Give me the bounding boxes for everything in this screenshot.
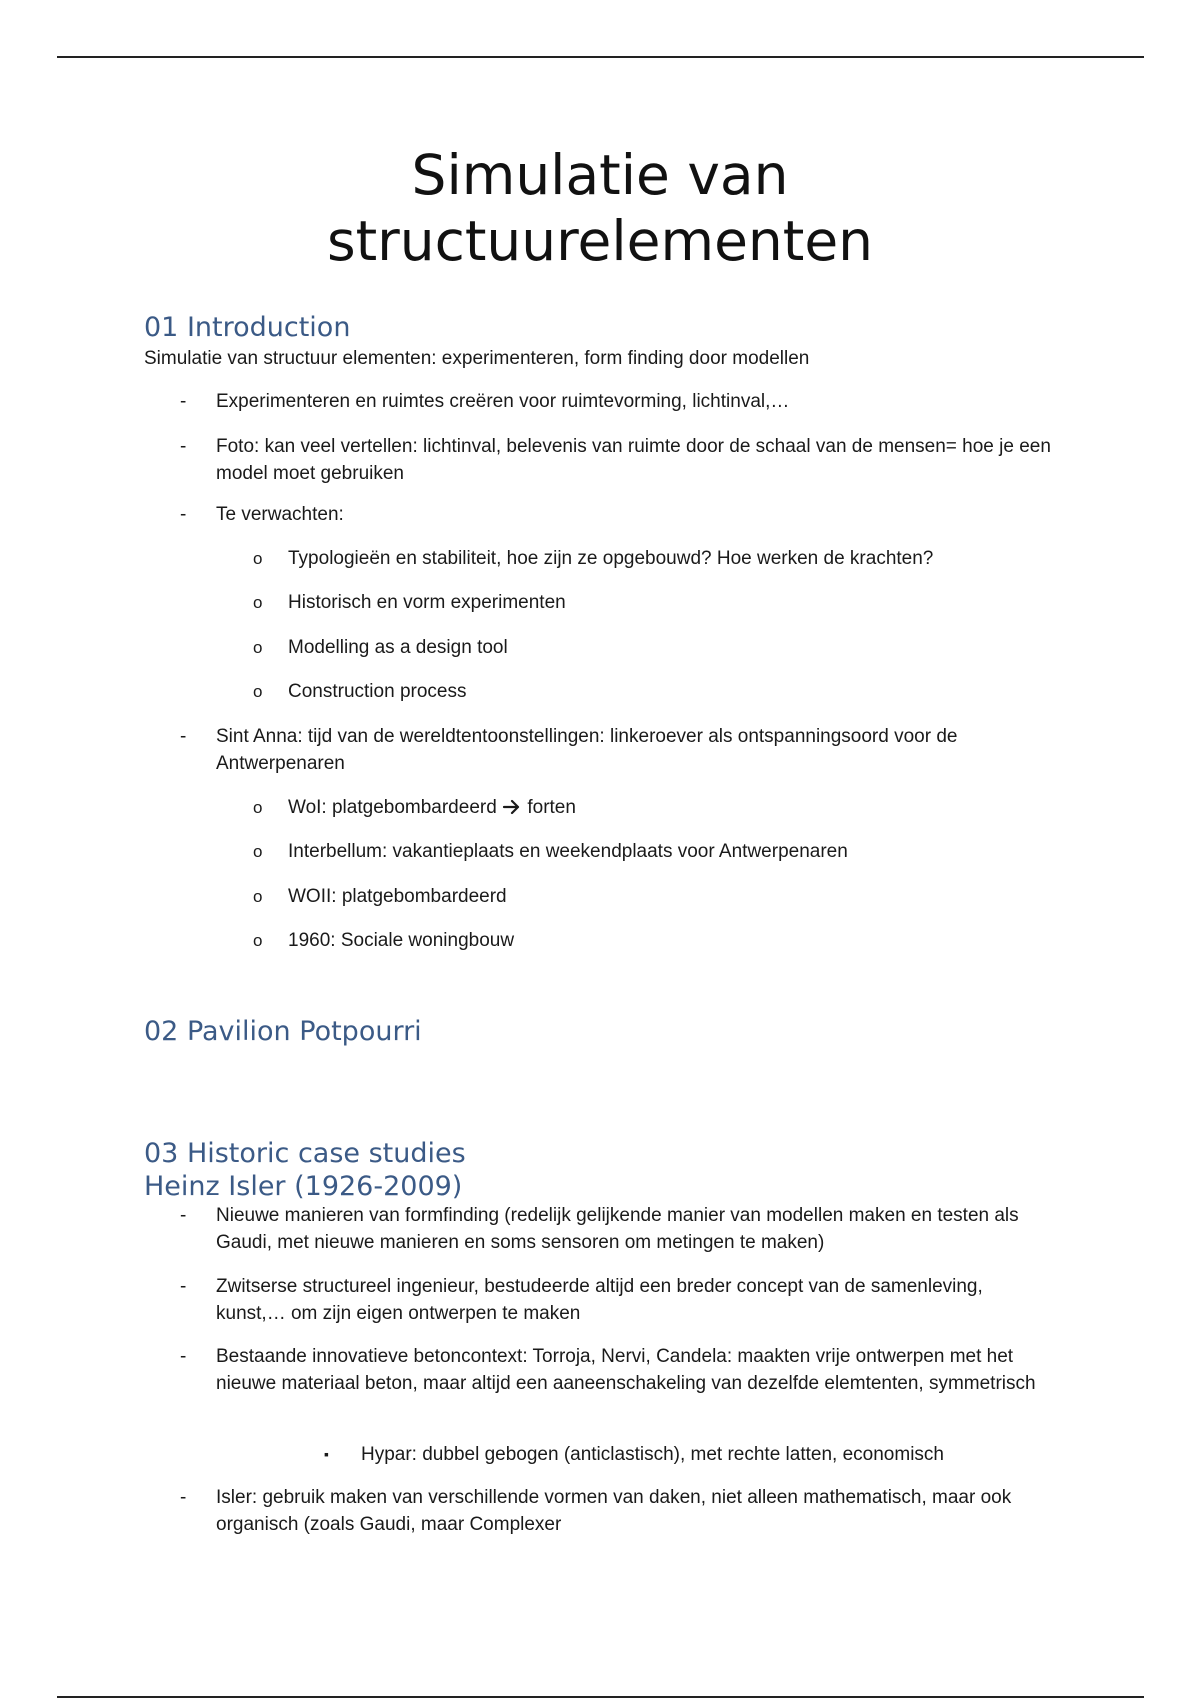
sub-list-item-text: Modelling as a design tool <box>288 637 508 658</box>
title-line-1: Simulatie van <box>411 143 789 207</box>
dash-bullet: - <box>180 726 187 747</box>
list-item-text: Te verwachten: <box>216 504 344 525</box>
document-title <box>0 142 1200 274</box>
sub-list-item-text: Typologieën en stabiliteit, hoe zijn ze opgebouwd? Hoe werken de krachten? <box>288 548 934 569</box>
wo1-text: WoI: platgebombardeerd <box>288 797 497 818</box>
sub-list-item-text <box>288 794 1048 821</box>
wo1-result-text: forten <box>527 797 576 818</box>
dash-bullet: - <box>180 1276 187 1297</box>
title-line-2: structuurelementen <box>326 209 874 273</box>
circle-bullet: o <box>253 682 263 701</box>
circle-bullet: o <box>253 798 263 817</box>
list-item-text: Sint Anna: tijd van de wereldtentoonstellingen: linkeroever als ontspanningsoord voor de Antwerpenaren <box>216 726 958 774</box>
subheading-heinz-isler: Heinz Isler (1926-2009) <box>144 1171 463 1202</box>
dash-bullet: - <box>180 1346 187 1367</box>
sub-list-item-text: Interbellum: vakantieplaats en weekendplaats voor Antwerpenaren <box>288 841 848 862</box>
sub-list-item-text: Historisch en vorm experimenten <box>288 592 566 613</box>
section-heading-introduction: 01 Introduction <box>144 312 351 343</box>
sub-sub-list-item-text: Hypar: dubbel gebogen (anticlastisch), met rechte latten, economisch <box>361 1444 944 1465</box>
circle-bullet: o <box>253 887 263 906</box>
section-heading-historic-case-studies: 03 Historic case studies <box>144 1138 466 1169</box>
footer-rule <box>57 1696 1144 1698</box>
dash-bullet: - <box>180 1487 187 1508</box>
list-item-text: Bestaande innovatieve betoncontext: Torroja, Nervi, Candela: maakten vrije ontwerpen met het nieuwe materiaal beton, maar altijd een aaneenschakeling van dezelfde elemtenten, symmetrisch <box>216 1346 1036 1394</box>
circle-bullet: o <box>253 931 263 950</box>
sub-list-item-text: WOII: platgebombardeerd <box>288 886 507 907</box>
section-heading-pavilion-potpourri: 02 Pavilion Potpourri <box>144 1016 422 1047</box>
circle-bullet: o <box>253 842 263 861</box>
list-item-text: Nieuwe manieren van formfinding (redelijk gelijkende manier van modellen maken en testen als Gaudi, met nieuwe manieren en soms sensoren om metingen te maken) <box>216 1205 1019 1253</box>
dash-bullet: - <box>180 391 187 412</box>
dash-bullet: - <box>180 504 187 525</box>
circle-bullet: o <box>253 593 263 612</box>
list-item-text: Zwitserse structureel ingenieur, bestudeerde altijd een breder concept van de samenleving, kunst,… om zijn eigen ontwerpen te maken <box>216 1276 983 1324</box>
sub-list-item-text: 1960: Sociale woningbouw <box>288 930 515 951</box>
square-bullet: ▪ <box>324 1446 329 1462</box>
circle-bullet: o <box>253 638 263 657</box>
list-item-text: Experimenteren en ruimtes creëren voor ruimtevorming, lichtinval,… <box>216 391 790 412</box>
dash-bullet: - <box>180 1205 187 1226</box>
list-item-text: Foto: kan veel vertellen: lichtinval, belevenis van ruimte door de schaal van de mensen= hoe je een model moet gebruiken <box>216 436 1051 484</box>
circle-bullet: o <box>253 549 263 568</box>
right-arrow-icon <box>502 799 522 815</box>
header-rule <box>57 56 1144 58</box>
list-item-text: Isler: gebruik maken van verschillende vormen van daken, niet alleen mathematisch, maar ook organisch (zoals Gaudi, maar Complexer <box>216 1487 1012 1535</box>
sub-list-item-text: Construction process <box>288 681 467 702</box>
dash-bullet: - <box>180 436 187 457</box>
intro-paragraph: Simulatie van structuur elementen: experimenteren, form finding door modellen <box>144 348 810 369</box>
